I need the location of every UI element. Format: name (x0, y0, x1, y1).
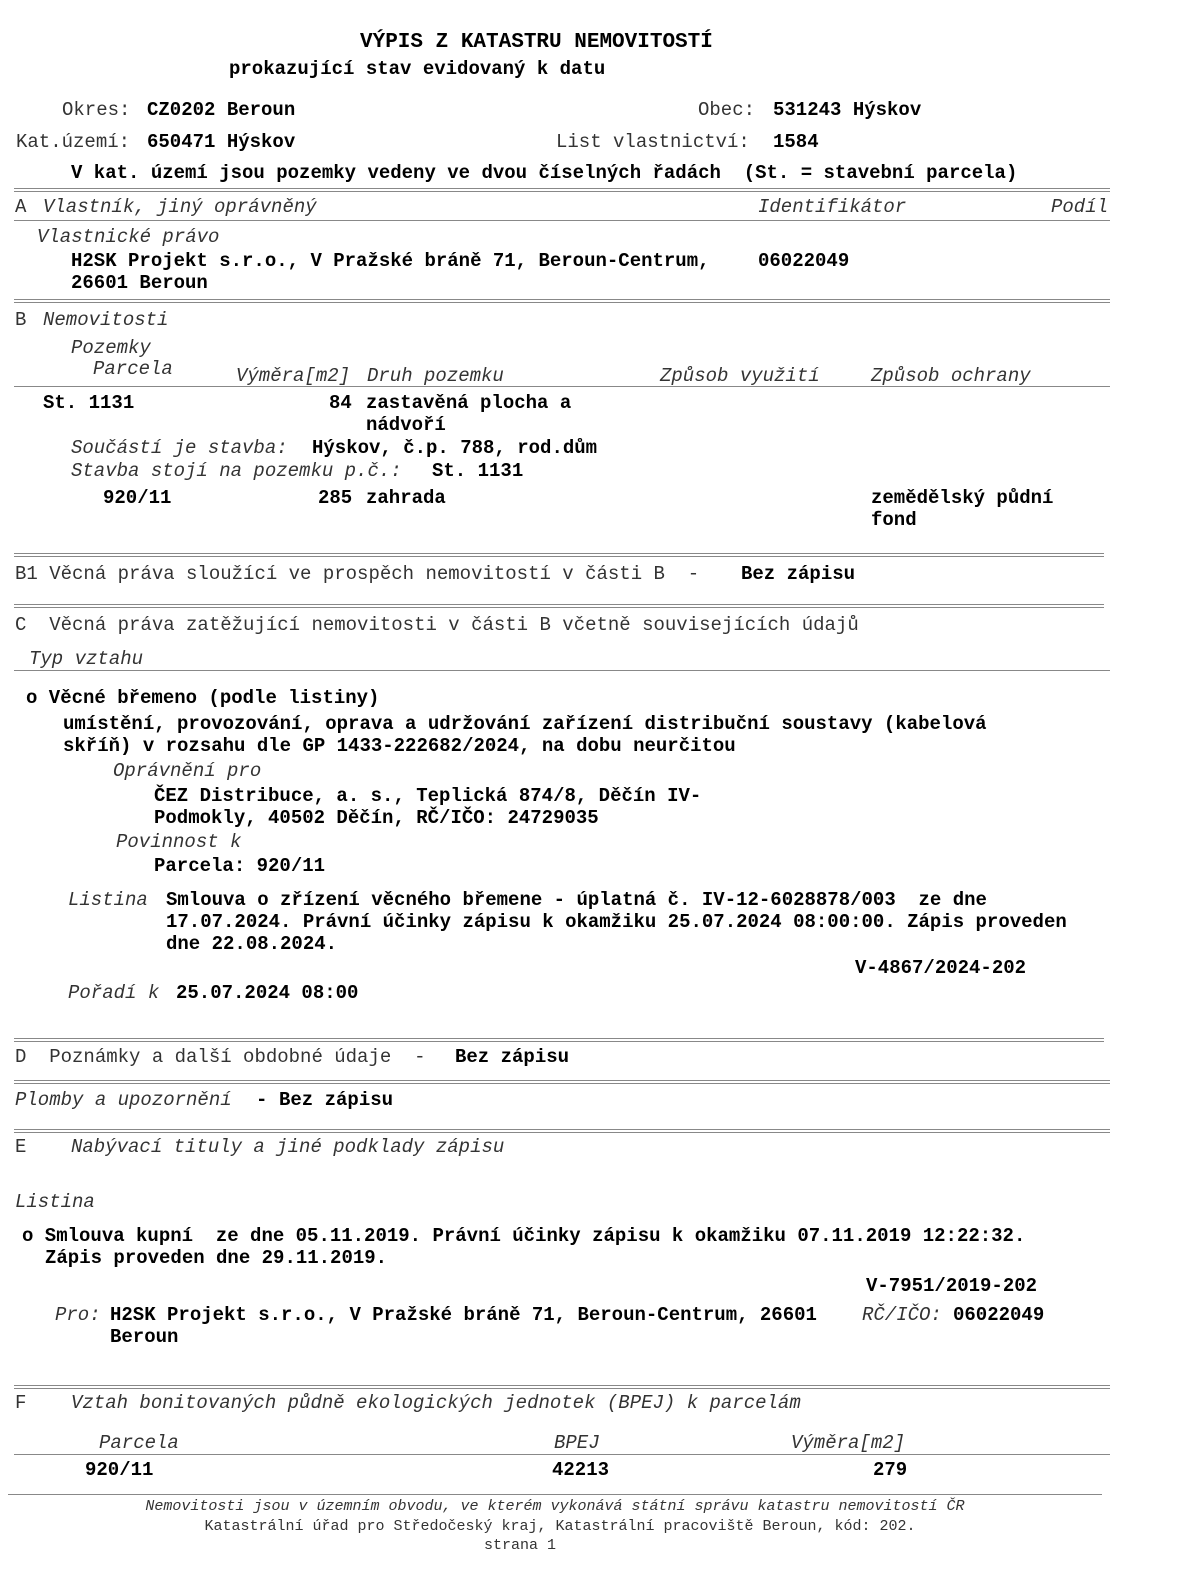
row2-parcel: 920/11 (103, 487, 172, 509)
deed-line1: Smlouva o zřízení věcného břemene - úplatná č. IV-12-6028878/003 ze dne (166, 889, 987, 911)
section-b-sub: Pozemky (71, 337, 151, 359)
section-c-title: C Věcná práva zatěžující nemovitosti v části B včetně souvisejících údajů (15, 614, 859, 636)
owner-line1: H2SK Projekt s.r.o., V Pražské bráně 71, Beroun-Centrum, (71, 250, 710, 272)
col-protection: Způsob ochrany (871, 365, 1031, 387)
footer-line2: Katastrální úřad pro Středočeský kraj, Katastrální pracoviště Beroun, kód: 202. (204, 1518, 916, 1535)
for-label: Pro: (55, 1304, 101, 1326)
section-b1-value: Bez zápisu (741, 563, 856, 585)
page-number: strana 1 (483, 1537, 556, 1554)
deed-line2: 17.07.2024. Právní účinky zápisu k okamžiku 25.07.2024 08:00:00. Zápis proveden (166, 911, 1067, 933)
divider (14, 386, 1110, 387)
obec-label: Obec: (698, 99, 756, 121)
lv-label: List vlastnictví: (556, 131, 750, 153)
okres-value: CZ0202 Beroun (147, 99, 296, 121)
bpej-col-area: Výměra[m2] (791, 1432, 906, 1454)
divider (8, 1494, 1102, 1495)
lv-value: 1584 (773, 131, 819, 153)
seals-value: Bez zápisu (279, 1089, 394, 1111)
row2-kind: zahrada (366, 487, 446, 509)
obec-value: 531243 Hýskov (773, 99, 922, 121)
owner-id: 06022049 (758, 250, 850, 272)
divider (14, 1385, 1110, 1389)
section-e-deed-label: Listina (15, 1191, 95, 1213)
order-label: Pořadí k (68, 982, 160, 1004)
entitled-label: Oprávnění pro (113, 760, 262, 782)
section-a-letter: A (15, 196, 27, 218)
section-b1-label: B1 Věcná práva sloužící ve prospěch nemovitostí v části B - (15, 563, 700, 585)
section-f-title: Vztah bonitovaných půdně ekologických jednotek (BPEJ) k parcelám (71, 1392, 801, 1414)
section-a-title: Vlastník, jiný oprávněný (43, 196, 317, 218)
row2-protection-line1: zemědělský půdní (871, 487, 1054, 509)
purchase-contract-line2: Zápis proveden dne 29.11.2019. (45, 1247, 388, 1269)
divider (14, 220, 1110, 221)
okres-label: Okres: (62, 99, 131, 121)
row2-area: 285 (318, 487, 353, 509)
easement-desc-line1: umístění, provozování, oprava a udržování zařízení distribuční soustavy (kabelová (63, 713, 987, 735)
easement-title: o Věcné břemeno (podle listiny) (26, 687, 380, 709)
footer-line1: Nemovitosti jsou v územním obvodu, ve kterém vykonává státní správu katastru nemovitostí ČR (145, 1498, 965, 1515)
col-use: Způsob využití (660, 365, 820, 387)
obliged-value: Parcela: 920/11 (154, 855, 326, 877)
section-a-col-identifier: Identifikátor (758, 196, 907, 218)
divider (14, 553, 1104, 557)
row2-protection-line2: fond (871, 509, 917, 531)
deed-label: Listina (68, 889, 148, 911)
section-d-label: D Poznámky a další obdobné údaje - (15, 1046, 426, 1068)
divider (14, 1129, 1110, 1133)
entitled-line1: ČEZ Distribuce, a. s., Teplická 874/8, Děčín IV- (154, 785, 702, 807)
bpej-row-parcel: 920/11 (85, 1459, 154, 1481)
divider (14, 1038, 1104, 1042)
section-e-letter: E (15, 1136, 27, 1158)
section-b-letter: B (15, 309, 27, 331)
row1-area: 84 (329, 392, 352, 414)
bpej-row-area: 279 (873, 1459, 908, 1481)
parcel-series-note: V kat. území jsou pozemky vedeny ve dvou číselných řadách (St. = stavební parcela) (71, 162, 1018, 184)
divider (14, 604, 1104, 608)
col-kind: Druh pozemku (367, 365, 504, 387)
for-value-line1: H2SK Projekt s.r.o., V Pražské bráně 71, Beroun-Centrum, 26601 (110, 1304, 817, 1326)
row1-parcel: St. 1131 (43, 392, 135, 414)
deed-reference: V-4867/2024-202 (855, 957, 1027, 979)
seals-dash: - (256, 1089, 268, 1111)
row1-building-label: Součástí je stavba: (71, 437, 288, 459)
owner-line2: 26601 Beroun (71, 272, 208, 294)
for-id-label: RČ/IČO: (862, 1304, 942, 1326)
col-area: Výměra[m2] (236, 365, 351, 387)
bpej-col-code: BPEJ (554, 1432, 600, 1454)
purchase-contract-ref: V-7951/2019-202 (866, 1275, 1038, 1297)
page-subtitle: prokazující stav evidovaný k datu (229, 58, 606, 80)
katuzemi-label: Kat.území: (16, 131, 131, 153)
row1-kind-line2: nádvoří (366, 414, 446, 436)
col-parcel: Parcela (93, 358, 173, 380)
section-a-col-share: Podíl (1051, 196, 1109, 218)
obliged-label: Povinnost k (116, 831, 242, 853)
section-b-title: Nemovitosti (43, 309, 169, 331)
purchase-contract-line1: o Smlouva kupní ze dne 05.11.2019. Právní účinky zápisu k okamžiku 07.11.2019 12:22:32. (22, 1225, 1026, 1247)
row1-building-value: Hýskov, č.p. 788, rod.dům (312, 437, 598, 459)
divider (14, 299, 1110, 303)
row1-kind-line1: zastavěná plocha a (366, 392, 572, 414)
easement-desc-line2: skříň) v rozsahu dle GP 1433-222682/2024, na dobu neurčitou (63, 735, 736, 757)
bpej-row-code: 42213 (552, 1459, 610, 1481)
entitled-line2: Podmokly, 40502 Děčín, RČ/IČO: 24729035 (154, 807, 599, 829)
divider (14, 1080, 1110, 1084)
row1-stands-value: St. 1131 (432, 460, 524, 482)
katuzemi-value: 650471 Hýskov (147, 131, 296, 153)
divider (14, 188, 1110, 192)
seals-label: Plomby a upozornění (15, 1089, 232, 1111)
page-title: VÝPIS Z KATASTRU NEMOVITOSTÍ (360, 31, 713, 54)
row1-stands-label: Stavba stojí na pozemku p.č.: (71, 460, 402, 482)
order-value: 25.07.2024 08:00 (176, 982, 359, 1004)
for-id-value: 06022049 (953, 1304, 1045, 1326)
section-e-title: Nabývací tituly a jiné podklady zápisu (71, 1136, 505, 1158)
divider (14, 1454, 1110, 1455)
section-d-value: Bez zápisu (455, 1046, 570, 1068)
for-value-line2: Beroun (110, 1326, 179, 1348)
ownership-right-label: Vlastnické právo (37, 226, 220, 248)
bpej-col-parcel: Parcela (99, 1432, 179, 1454)
deed-line3: dne 22.08.2024. (166, 933, 338, 955)
section-c-col-type: Typ vztahu (29, 648, 144, 670)
section-f-letter: F (15, 1392, 27, 1414)
divider (14, 670, 1110, 671)
